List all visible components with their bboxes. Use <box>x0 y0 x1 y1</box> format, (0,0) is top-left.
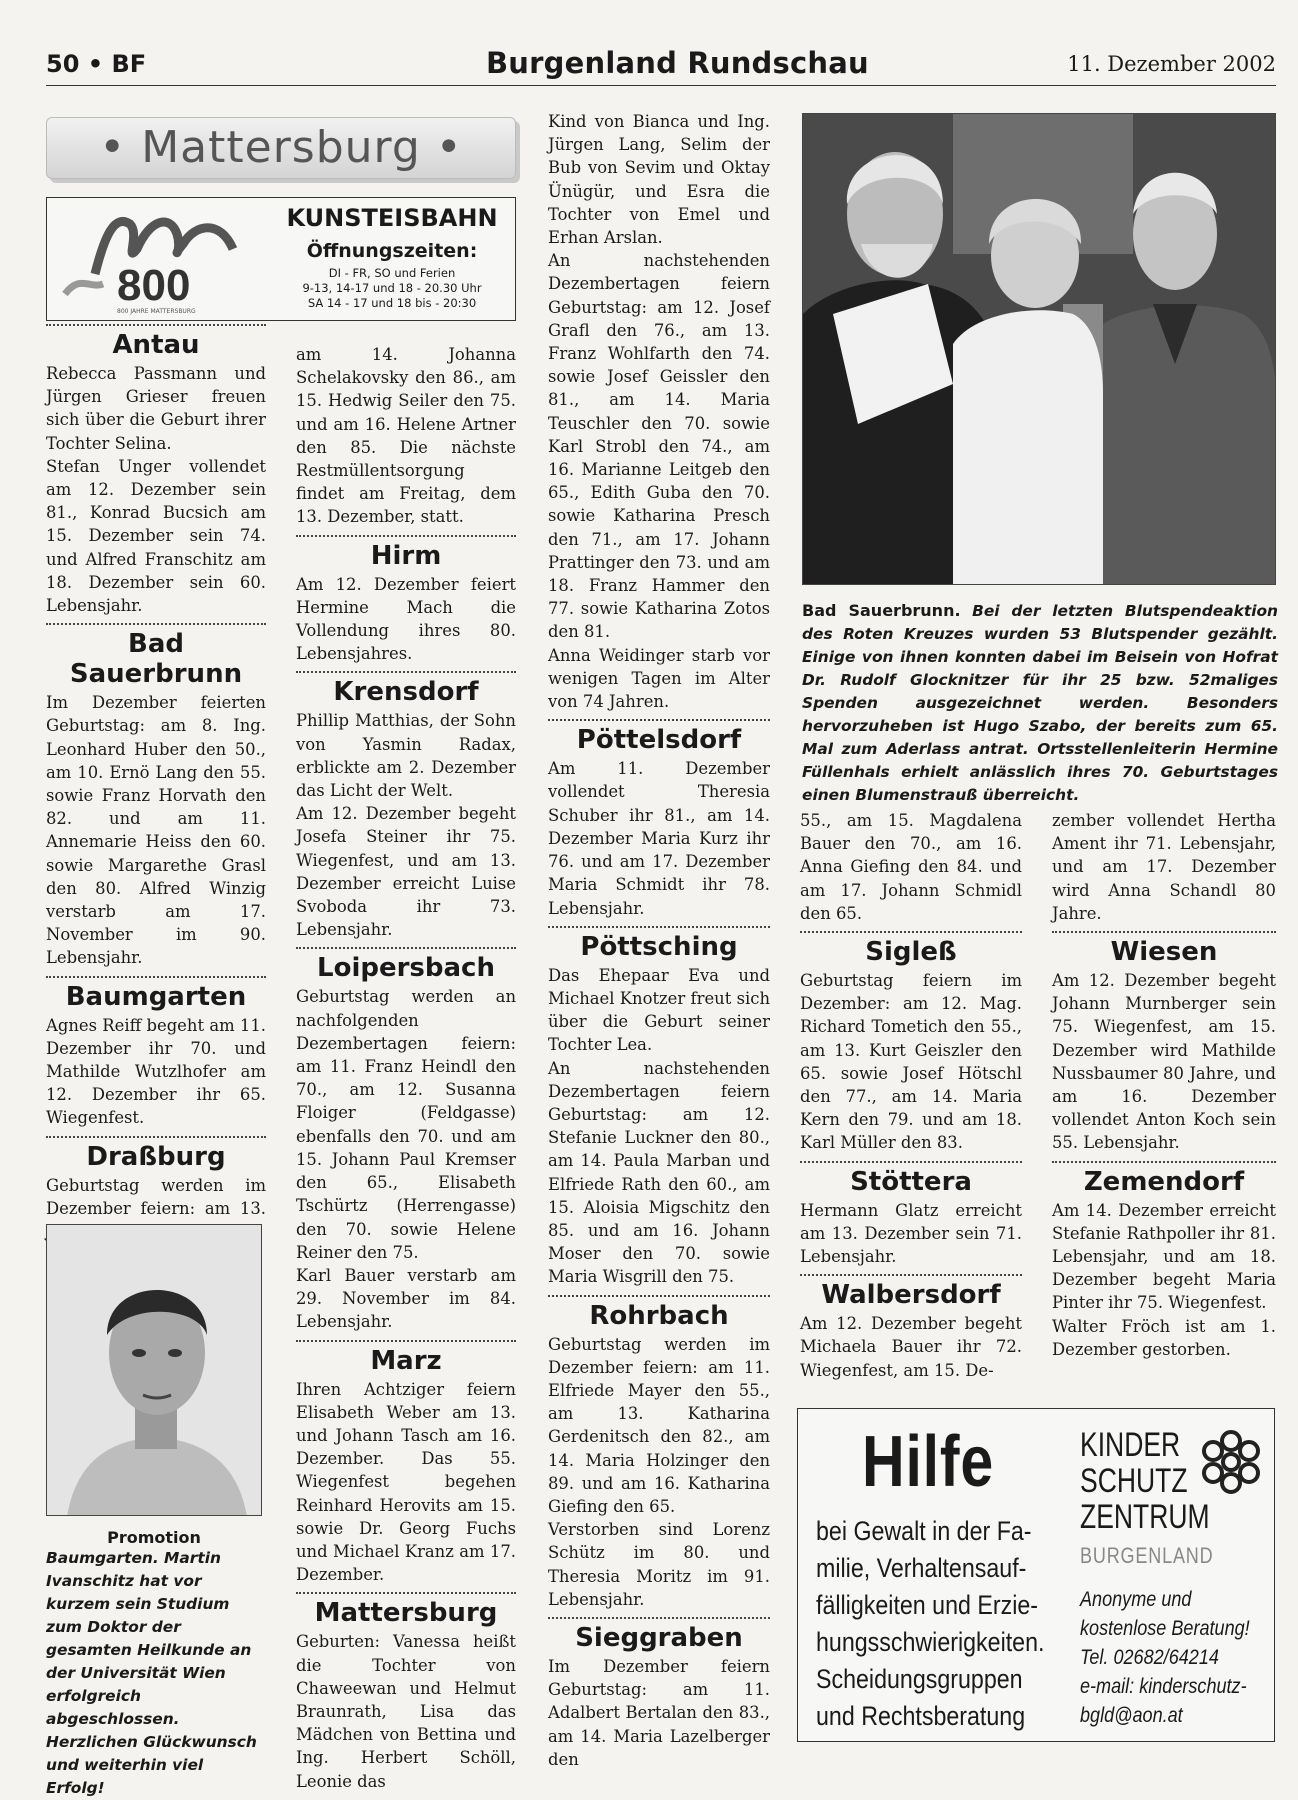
heading-antau: Antau <box>112 330 200 360</box>
flower-logo-icon <box>1198 1429 1264 1495</box>
ad-hours: DI - FR, SO und Ferien 9-13, 14-17 und 18 - 20.30 Uhr SA 14 - 17 und 18 bis - 20:30 <box>302 266 482 310</box>
article-text: Hermann Glatz erreicht am 13. Dezember sein 71. Lebensjahr. <box>800 1200 1022 1267</box>
heading-baumgarten: Baumgarten <box>65 981 247 1012</box>
heading-stoettera: Stöttera <box>850 1166 972 1197</box>
article-text: Im Dezember feierten Geburtstag: am 8. Ing. Leonhard Huber den 50., am 10. Ernö Lang den 55. sowie Franz Horvath den 82. und am 11. Annemarie Heiss den 60. sowie Margarethe Grasl den 80. Alfred Winzig verstarb am 17. November im 90. Lebensjahr. <box>46 693 266 968</box>
ad-headline: Hilfe <box>862 1422 995 1502</box>
portrait-photo <box>46 1224 262 1516</box>
heading-marz: Marz <box>370 1345 442 1376</box>
heading-walbersdorf: Walbersdorf <box>821 1280 1001 1311</box>
portrait-image <box>47 1225 262 1516</box>
article-text: zember vollendet Hertha Ament ihr 71. Lebensjahr, und am 17. Dezember wird Anna Schandl 80 Jahre. <box>1052 811 1276 923</box>
column-4 <box>800 809 1022 1382</box>
promo-text: Baumgarten. Martin Ivanschitz hat vor kurzem sein Studium zum Doktor der gesamten Heilkunde an der Universität Wien erfolgreich abgeschlossen. Herzlichen Glückwunsch und weiterhin viel Erfolg! <box>46 1549 257 1797</box>
heading-sigless: Sigleß <box>865 937 957 968</box>
article-text: Walter Fröch ist am 1. Dezember gestorben. <box>1052 1316 1276 1359</box>
column-5 <box>1052 809 1276 1361</box>
article-text: Am 12. Dezember begeht Michaela Bauer ihr 72. Wiegenfest, am 15. De- <box>800 1314 1022 1380</box>
article-text: 55., am 15. Magdalena Bauer den 70., am 16. Anna Giefing den 84. und am 17. Johann Schmidl den 65. <box>800 811 1022 923</box>
article-text: Karl Bauer verstarb am 29. November im 84. Lebensjahr. <box>296 1265 516 1332</box>
svg-text:800: 800 <box>117 261 191 310</box>
mattersburg-800-logo <box>55 204 245 316</box>
article-text: Anna Weidinger starb vor wenigen Tagen im Alter von 74 Jahren. <box>548 645 770 712</box>
svg-text:800 JAHRE MATTERSBURG: 800 JAHRE MATTERSBURG <box>117 308 196 315</box>
org-contact: Anonyme und kostenlose Beratung! Tel. 02682/64214 e-mail: kinderschutz- bgld@aon.at <box>1080 1588 1250 1727</box>
article-text: Verstorben sind Lorenz Schütz im 80. und Theresia Moritz im 91. Lebensjahr. <box>548 1520 770 1609</box>
heading-wiesen: Wiesen <box>1110 937 1218 968</box>
column-3 <box>548 110 770 1771</box>
article-text: Geburtstag feiern im Dezember: am 12. Mag. Richard Tometich den 55., am 13. Kurt Geiszler den 65. sowie Josef Hötschl den 77., am 14. Maria Kern den 79. und am 18. Karl Müller den 83. <box>800 971 1022 1153</box>
article-text: Rebecca Passmann und Jürgen Grieser freuen sich über die Geburt ihrer Tochter Selina. <box>46 364 266 453</box>
page-header <box>46 44 1276 86</box>
page-number: 50 • BF <box>46 50 147 78</box>
kinderschutz-ad <box>797 1408 1275 1742</box>
promo-caption <box>46 1528 262 1800</box>
heading-zemendorf: Zemendorf <box>1083 1166 1245 1197</box>
article-text: Geburtstag werden an nachfolgenden Dezembertagen feiern: am 11. Franz Heindl den 70., am 12. Susanna Floiger (Feldgasse) ebenfalls den 70. und am 15. Johann Paul Kremser den 65., Elisabeth Tschürtz (Herrengasse) den 70. sowie Helene Reiner den 75. <box>296 987 516 1262</box>
column-2 <box>296 343 516 1793</box>
kunsteisbahn-ad <box>46 197 516 321</box>
heading-sieggraben: Sieggraben <box>575 1622 743 1653</box>
article-text: Das Ehepaar Eva und Michael Knotzer freut sich über die Geburt seiner Tochter Lea. <box>548 965 770 1055</box>
article-text: Kind von Bianca und Ing. Jürgen Lang, Selim der Bub von Sevim und Oktay Ünügür, und Esra die Tochter von Emel und Erhan Arslan. <box>548 112 770 248</box>
heading-rohrbach: Rohrbach <box>589 1300 729 1331</box>
caption-title: Bad Sauerbrunn. <box>802 601 961 620</box>
heading-mattersburg: Mattersburg <box>314 1598 498 1629</box>
article-text: Geburtstag werden im Dezember feiern: am 13. <box>46 1175 266 1218</box>
heading-poettelsdorf: Pöttelsdorf <box>576 725 742 756</box>
org-name: KINDER SCHUTZ ZENTRUM <box>1080 1426 1210 1536</box>
org-region: BURGENLAND <box>1080 1543 1214 1568</box>
article-text: Am 12. Dezember begeht Johann Murnberger sein 75. Wiegenfest, am 15. Dezember wird Mathilde Nussbaumer 80 Jahre, und am 16. Dezember vollendet Anton Koch sein 55. Lebensjahr. <box>1052 971 1276 1153</box>
article-text: An nachstehenden Dezembertagen feiern Geburtstag: am 12. Stefanie Luckner den 80., am 14. Paula Marban und Elfriede Rath den 60., am 15. Aloisia Migschitz den 85. und am 16. Johann Moser den 70. sowie Maria Wisgrill den 75. <box>548 1058 770 1287</box>
newspaper-title: Burgenland Rundschau <box>486 46 869 80</box>
ad-subtitle: Öffnungszeiten: <box>306 240 478 262</box>
ad-title: KUNSTEISBAHN <box>286 204 498 232</box>
article-text: Im Dezember feiern Geburtstag: am 11. Adalbert Bertalan den 83., am 14. Maria Lazelberger den <box>548 1656 770 1769</box>
article-text: Am 11. Dezember vollendet Theresia Schuber ihr 81., am 14. Dezember Maria Kurz ihr 76. und am 17. Dezember Maria Schmidt ihr 78. Lebensjahr. <box>548 759 770 918</box>
article-text: Geburten: Vanessa heißt die Tochter von Chaweewan und Helmut Braunrath, Lisa das Mädchen von Bettina und Ing. Herbert Schöll, Leonie das <box>296 1632 516 1791</box>
heading-hirm: Hirm <box>370 540 442 571</box>
issue-date: 11. Dezember 2002 <box>1067 52 1276 76</box>
heading-drassburg: Draßburg <box>86 1141 226 1172</box>
article-text: Stefan Unger vollendet am 12. Dezember sein 81., Konrad Bucsich am 15. Dezember sein 74. und Alfred Franschitz am 18. Dezember sein 60. Lebensjahr. <box>46 456 266 616</box>
group-image <box>803 114 1276 585</box>
article-text: Geburtstag werden im Dezember feiern: am 11. Elfriede Mayer den 55., am 13. Katharina Gerdenitsch den 82., am 14. Maria Holzinger den 89. und am 16. Katharina Giefing den 65. <box>548 1334 770 1516</box>
promo-title: Promotion <box>107 1528 201 1547</box>
photo-caption <box>802 600 1278 807</box>
article-text: Am 14. Dezember erreicht Stefanie Rathpoller ihr 81. Lebensjahr, und am 18. Dezember begeht Maria Pinter ihr 75. Wiegenfest. <box>1052 1200 1276 1313</box>
article-text: Am 12. Dezember feiert Hermine Mach die Vollendung ihres 80. Lebensjahres. <box>296 574 516 664</box>
group-photo <box>802 113 1276 585</box>
article-text: Am 12. Dezember begeht Josefa Steiner ihr 75. Wiegenfest, und am 13. Dezember erreicht Luise Svoboda ihr 73. Lebensjahr. <box>296 804 516 940</box>
column-1 <box>46 324 266 1243</box>
article-text: Ihren Achtziger feiern Elisabeth Weber am 13. und Johann Tasch am 16. Dezember. Das 55. Wiegenfest begehen Reinhard Herovits am 15. sowie Dr. Georg Fuchs und Michael Kranz am 17. Dezember. <box>296 1379 516 1585</box>
ad-body: bei Gewalt in der Fa- milie, Verhaltensauf- fälligkeiten und Erzie- hungsschwierigkeiten. Scheidungsgruppen und Rechtsberatung <box>816 1516 1045 1731</box>
heading-loipersbach: Loipersbach <box>317 953 495 984</box>
article-text: Agnes Reiff begeht am 11. Dezember ihr 70. und Mathilde Wutzlhofer am 12. Dezember ihr 65. Wiegenfest. <box>46 1015 266 1128</box>
article-text: Phillip Matthias, der Sohn von Yasmin Radax, erblickte am 2. Dezember das Licht der Welt. <box>296 711 516 801</box>
heading-bad-sauerbrunn: Bad Sauerbrunn <box>69 629 243 690</box>
article-text: An nachstehenden Dezembertagen feiern Geburtstag: am 12. Josef Grafl den 76., am 13. Franz Wohlfarth den 74. sowie Josef Geissler den 81., am 14. Maria Teuschler den 70. sowie Karl Strobl den 74., am 16. Marianne Leitgeb den 65., Edith Guba den 70. sowie Katharina Presch den 71., am 17. Johann Prattinger den 73. und am 18. Franz Hammer den 77. sowie Katharina Zotos den 81. <box>548 251 770 642</box>
section-banner: • Mattersburg • <box>46 117 516 179</box>
heading-poettsching: Pöttsching <box>580 931 738 962</box>
article-text: am 14. Johanna Schelakovsky den 86., am 15. Hedwig Seiler den 75. und am 16. Helene Artner den 85. Die nächste Restmüllentsorgung findet am Freitag, dem 13. Dezember, statt. <box>296 345 516 527</box>
heading-krensdorf: Krensdorf <box>333 677 479 708</box>
caption-text: Bei der letzten Blutspendeaktion des Roten Kreuzes wurden 53 Blutspender gezählt. Einige von ihnen konnten dabei im Beisein von Hofrat Dr. Rudolf Glocknitzer für ihr 25 bzw. 52maliges Spenden ausgezeichnet werden. Besonders hervorzuheben ist Hugo Szabo, der bereits zum 65. Mal zum Aderlass antrat. Ortsstellenleiterin Hermine Füllenhals erhielt anlässlich ihres 70. Geburtstages einen Blumenstrauß überreicht. <box>802 602 1279 804</box>
